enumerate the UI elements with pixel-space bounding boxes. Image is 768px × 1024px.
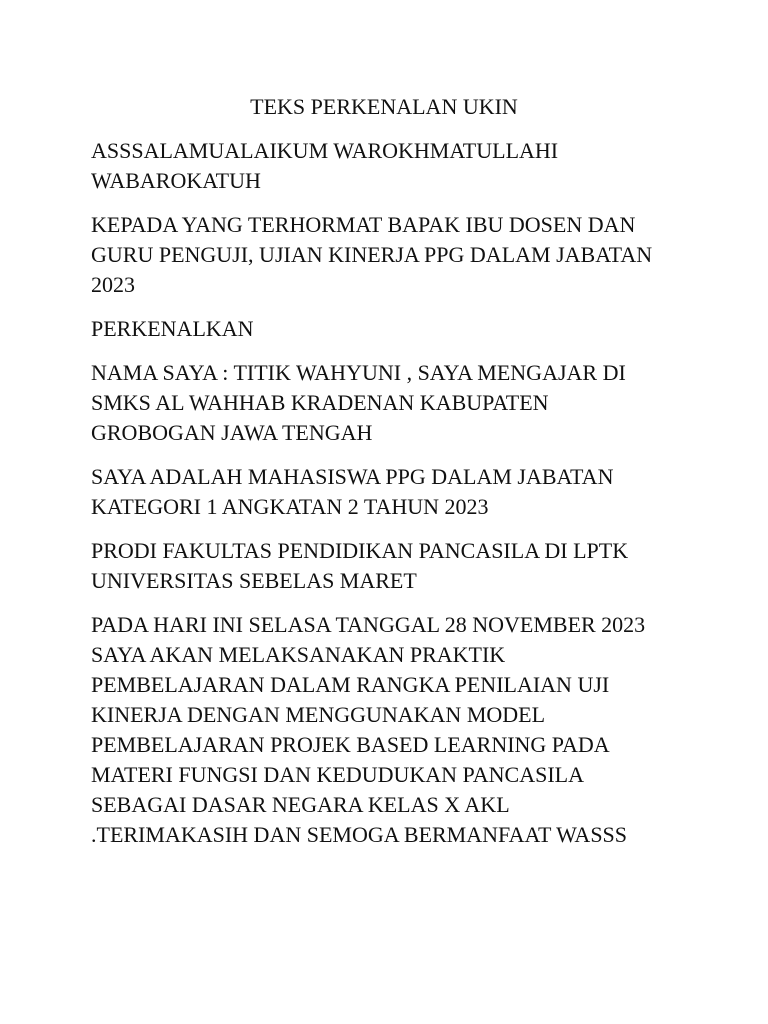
introduction-paragraph: PERKENALKAN — [91, 316, 254, 341]
document-body — [91, 136, 691, 864]
program-paragraph: PRODI FAKULTAS PENDIDIKAN PANCASILA DI LPTK UNIVERSITAS SEBELAS MARET — [91, 538, 629, 593]
addressee-paragraph: KEPADA YANG TERHORMAT BAPAK IBU DOSEN DAN GURU PENGUJI, UJIAN KINERJA PPG DALAM JABATAN 2023 — [91, 212, 653, 297]
name-paragraph: NAMA SAYA : TITIK WAHYUNI , SAYA MENGAJAR DI SMKS AL WAHHAB KRADENAN KABUPATEN GROBOGAN JAWA TENGAH — [91, 360, 626, 445]
student-status-paragraph: SAYA ADALAH MAHASISWA PPG DALAM JABATAN KATEGORI 1 ANGKATAN 2 TAHUN 2023 — [91, 464, 614, 519]
greeting-paragraph: ASSSALAMUALAIKUM WAROKHMATULLAHI WABAROKATUH — [91, 138, 559, 193]
practice-paragraph: PADA HARI INI SELASA TANGGAL 28 NOVEMBER 2023 SAYA AKAN MELAKSANAKAN PRAKTIK PEMBELAJARAN DALAM RANGKA PENILAIAN UJI KINERJA DENGAN MENGGUNAKAN MODEL PEMBELAJARAN PROJEK BASED LEARNING PADA MATERI FUNGSI DAN KEDUDUKAN PANCASILA SEBAGAI DASAR NEGARA KELAS X AKL .TERIMAKASIH DAN SEMOGA BERMANFAAT WASSS — [91, 612, 646, 847]
document-title: TEKS PERKENALAN UKIN — [250, 94, 518, 119]
